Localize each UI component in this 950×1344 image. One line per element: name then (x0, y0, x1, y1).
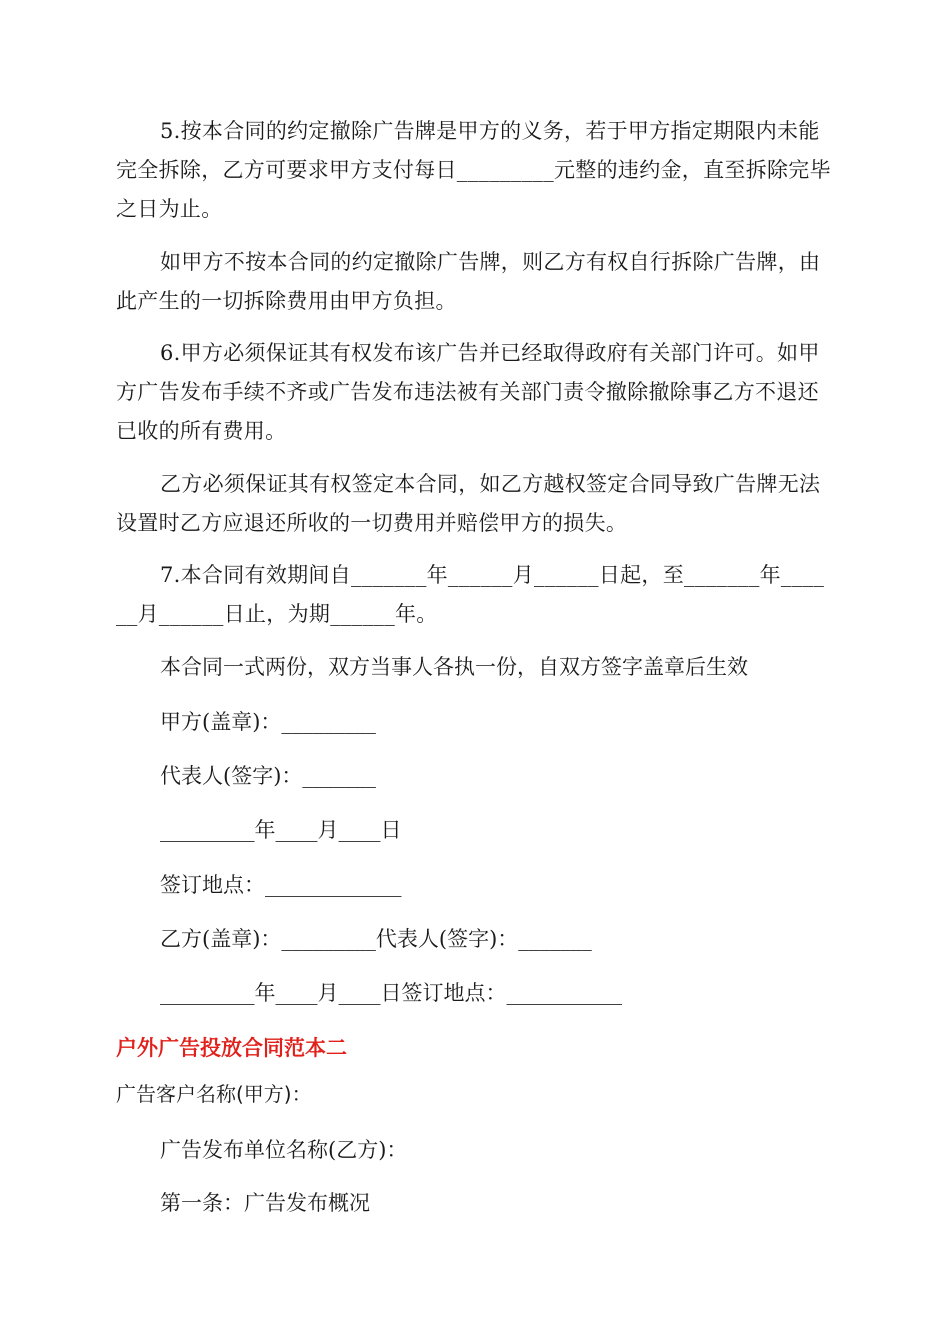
party-a-representative: 代表人(签字)：_______ (160, 764, 376, 788)
party-b-seal-representative: 乙方(盖章)：_________代表人(签字)：_______ (160, 927, 592, 951)
signing-place: 签订地点：_____________ (160, 873, 402, 897)
clause-5-supplement: 如甲方不按本合同的约定撤除广告牌，则乙方有权自行拆除广告牌，由此产生的一切拆除费用由甲方负担。 (116, 250, 821, 313)
section-heading: 户外广告投放合同范本二 (116, 1036, 347, 1060)
article-one-title: 第一条：广告发布概况 (160, 1191, 370, 1215)
copies-statement: 本合同一式两份，双方当事人各执一份，自双方签字盖章后生效 (160, 655, 748, 679)
clause-6: 6.甲方必须保证其有权发布该广告并已经取得政府有关部门许可。如甲方广告发布手续不齐或广告发布违法被有关部门责令撤除撤除事乙方不退还已收的所有费用。 (116, 341, 820, 443)
party-a-seal: 甲方(盖章)：_________ (160, 710, 376, 734)
clause-7: 7.本合同有效期间自_______年______月______日起，至_______年______月______日止，为期______年。 (116, 563, 825, 626)
clause-5: 5.按本合同的约定撤除广告牌是甲方的义务，若于甲方指定期限内未能完全拆除，乙方可要求甲方支付每日_________元整的违约金，直至拆除完毕之日为止。 (116, 119, 831, 221)
party-a-date: _________年____月____日 (160, 818, 402, 842)
party-b-date-place: _________年____月____日签订地点：___________ (160, 981, 622, 1005)
publisher-name-label: 广告发布单位名称(乙方)： (160, 1138, 408, 1162)
client-name-label: 广告客户名称(甲方)： (116, 1082, 312, 1106)
clause-6-supplement: 乙方必须保证其有权签定本合同，如乙方越权签定合同导致广告牌无法设置时乙方应退还所收的一切费用并赔偿甲方的损失。 (116, 472, 821, 535)
